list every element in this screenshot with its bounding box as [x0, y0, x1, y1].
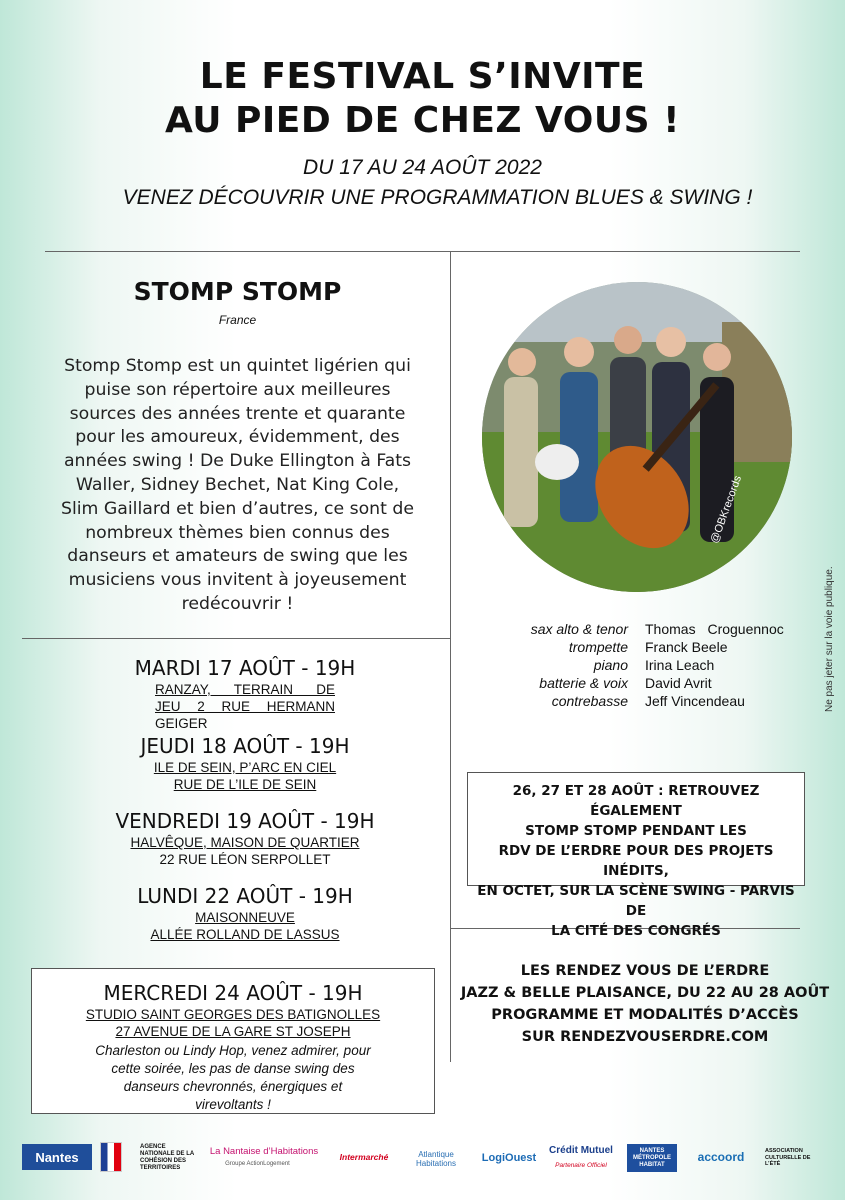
top-divider	[45, 251, 800, 252]
rdv-line: JAZZ & BELLE PLAISANCE, DU 22 AU 28 AOÛT	[460, 985, 830, 1001]
lineup	[455, 620, 815, 710]
venue-line: RUE DE L’ILE DE SEIN	[173, 777, 317, 792]
concert-venue	[32, 1006, 434, 1040]
rdv-line: LES RENDEZ VOUS DE L’ERDRE	[520, 963, 770, 979]
rdv-info	[455, 960, 835, 1048]
lineup-name: Franck Beele	[645, 639, 728, 655]
lineup-name: David Avrit	[645, 675, 712, 691]
lineup-name: Thomas Croguennoc	[645, 621, 784, 637]
concert-note: Charleston ou Lindy Hop, venez admirer, pour cette soirée, les pas de danse swing des danseurs chevronnés, énergiques et virevoltants !	[95, 1043, 371, 1112]
lineup-role: trompette	[568, 639, 628, 655]
venue-line: MAISONNEUVE	[195, 910, 295, 925]
sponsor-logo-actionlogement: Groupe ActionLogement	[225, 1161, 290, 1167]
venue-line: STUDIO SAINT GEORGES DES BATIGNOLLES	[85, 1007, 381, 1022]
lineup-role: sax alto & tenor	[530, 621, 628, 637]
band-photo-illustration	[482, 282, 792, 592]
extra-line: EN OCTET, SUR LA SCÈNE SWING - PARVIS DE	[477, 883, 795, 919]
venue-line: RANZAY, TERRAIN DE	[155, 682, 335, 697]
concert-item	[40, 655, 450, 732]
sponsor-logo-logiouest: LogiOuest	[481, 1152, 537, 1164]
left-mid-divider	[22, 638, 450, 639]
sponsor-logo-anct: AGENCE NATIONALE DE LA COHÉSION DES TERRITOIRES	[140, 1144, 194, 1171]
concert-venue	[40, 834, 450, 868]
lineup-name: Irina Leach	[645, 657, 715, 673]
concert-venue	[40, 759, 450, 793]
sponsor-logo-credit-mutuel: Crédit Mutuel	[549, 1144, 613, 1156]
litter-notice: Ne pas jeter sur la voie publique.	[824, 566, 835, 712]
lineup-name: Jeff Vincendeau	[645, 693, 745, 709]
sponsor-logo-nantaise: La Nantaise d’Habitations	[209, 1145, 319, 1157]
sponsor-logo-nmh: NANTES MÉTROPOLE HABITAT	[627, 1144, 677, 1172]
center-divider	[450, 252, 451, 1062]
concert-date: LUNDI 22 AOÛT - 19H	[137, 884, 353, 908]
festival-tagline: VENEZ DÉCOUVRIR UNE PROGRAMMATION BLUES & SWING !	[122, 186, 753, 209]
lineup-row	[455, 674, 815, 692]
sponsor-logo-nantes: Nantes	[22, 1144, 92, 1170]
lineup-row	[455, 692, 815, 710]
band-country: France	[218, 313, 257, 327]
lineup-row	[455, 620, 815, 638]
venue-line: GEIGER	[155, 716, 208, 731]
extra-line: RDV DE L’ERDRE POUR DES PROJETS INÉDITS,	[498, 843, 774, 879]
extra-dates-box	[467, 772, 805, 939]
lineup-row	[455, 638, 815, 656]
venue-line: ILE DE SEIN, P’ARC EN CIEL	[153, 760, 337, 775]
extra-line: STOMP STOMP PENDANT LES	[525, 823, 747, 839]
sponsor-logo-intermarche: Intermarché	[339, 1152, 389, 1162]
sponsor-logo-partenaire: Partenaire Officiel	[555, 1161, 607, 1169]
sponsor-logo-accoord: accoord	[697, 1150, 745, 1164]
photo-credit: @OBKrecords	[708, 474, 745, 546]
band-description: Stomp Stomp est un quintet ligérien qui puise son répertoire aux meilleures sources des années trente et quarante pour les amoureux, évidemment, des années swing ! De Duke Ellington à Fats Waller, Sidney Bechet, Nat King Cole, Slim Gaillard et bien d’autres, ce sont de nombreux thèmes bien connus des danseurs et amateurs de swing que les musiciens vous invitent à joyeusement redécouvrir !	[60, 356, 415, 614]
lineup-row	[455, 656, 815, 674]
title-line-1: LE FESTIVAL S’INVITE	[199, 56, 646, 97]
concert-date: MARDI 17 AOÛT - 19H	[134, 656, 356, 680]
poster-title	[0, 55, 845, 143]
concert-item	[40, 733, 450, 793]
venue-line: JEU 2 RUE HERMANN	[155, 699, 335, 714]
lineup-role: piano	[593, 657, 628, 673]
title-line-2: AU PIED DE CHEZ VOUS !	[164, 99, 681, 141]
concert-date: VENDREDI 19 AOÛT - 19H	[115, 809, 375, 833]
extra-line: LA CITÉ DES CONGRÉS	[551, 923, 721, 939]
highlight-concert-box	[31, 968, 435, 1114]
concert-date: MERCREDI 24 AOÛT - 19H	[103, 981, 363, 1005]
poster-subtitle	[0, 153, 845, 213]
rdv-line: PROGRAMME ET MODALITÉS D’ACCÈS	[491, 1007, 799, 1023]
venue-line: HALVÊQUE, MAISON DE QUARTIER	[130, 835, 360, 850]
lineup-role: contrebasse	[551, 693, 628, 709]
lineup-role: batterie & voix	[539, 675, 628, 691]
sponsor-logo-ace: ASSOCIATION CULTURELLE DE L’ÉTÉ	[765, 1148, 811, 1168]
band-photo	[482, 282, 792, 592]
sponsor-logo-atlantique: Atlantique Habitations	[415, 1150, 457, 1168]
venue-line: 22 RUE LÉON SERPOLLET	[159, 852, 331, 867]
sponsor-logos	[0, 1138, 845, 1178]
venue-line: 27 AVENUE DE LA GARE ST JOSEPH	[115, 1024, 351, 1039]
concert-item	[40, 808, 450, 868]
venue-line: ALLÉE ROLLAND DE LASSUS	[150, 927, 340, 942]
concert-date: JEUDI 18 AOÛT - 19H	[140, 734, 350, 758]
extra-line: 26, 27 ET 28 AOÛT : RETROUVEZ ÉGALEMENT	[512, 783, 760, 819]
rdv-line: SUR RENDEZVOUSERDRE.COM	[521, 1029, 769, 1045]
festival-dates: DU 17 AU 24 AOÛT 2022	[303, 156, 542, 179]
band-name: STOMP STOMP	[133, 277, 342, 306]
republique-francaise-logo	[100, 1142, 122, 1172]
concert-item	[40, 883, 450, 943]
concert-venue	[40, 909, 450, 943]
concert-venue	[155, 681, 335, 732]
